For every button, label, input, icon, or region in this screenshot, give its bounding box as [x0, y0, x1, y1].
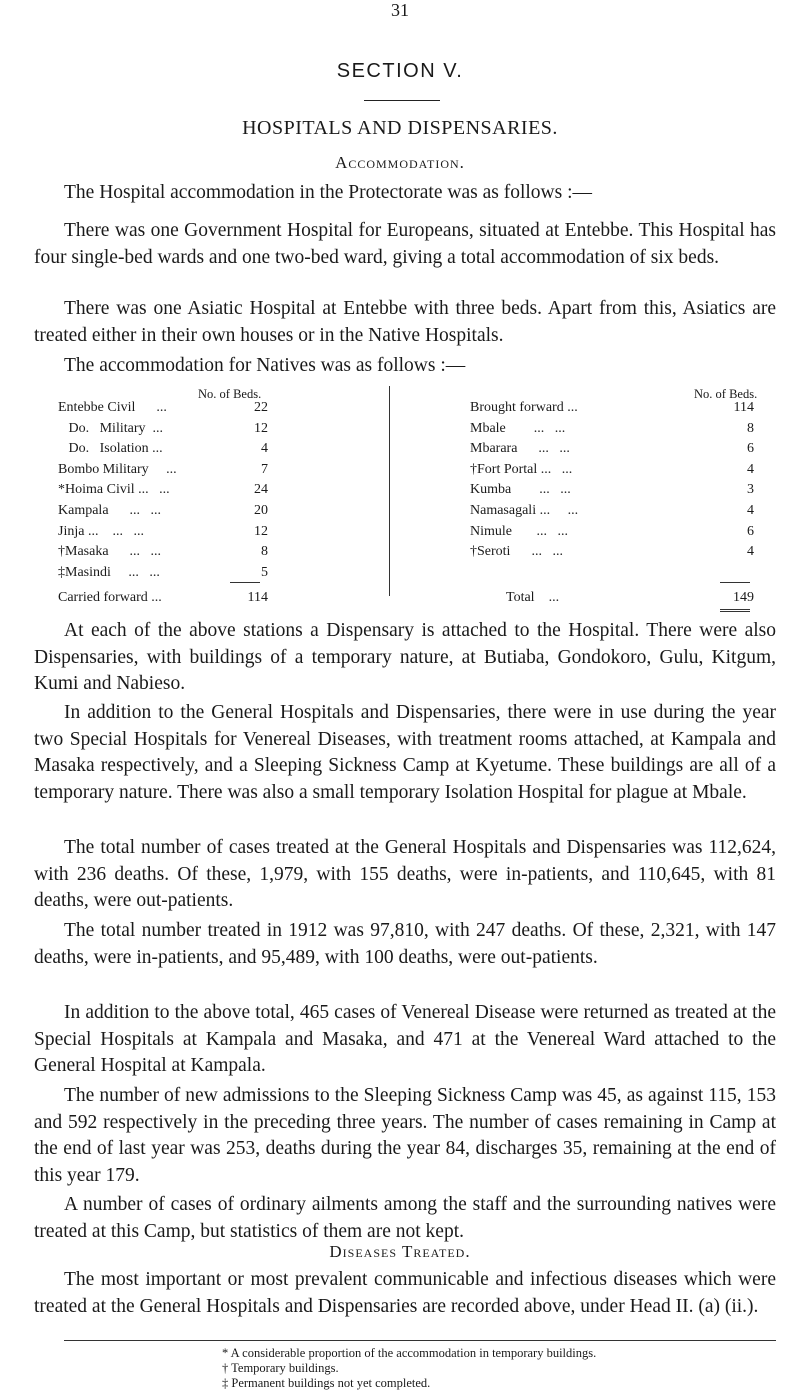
- table-row: [470, 482, 776, 502]
- bed-count: 4: [747, 544, 754, 560]
- table-row: [58, 462, 358, 482]
- bed-count: 6: [747, 523, 754, 539]
- station-name: Entebbe Civil ...: [58, 400, 167, 415]
- table-row: [58, 544, 358, 564]
- paragraph-asiatic-hospital: There was one Asiatic Hospital at Entebbe with three beds. Apart from this, Asiatics are treated either in their own houses or in the Native Hospitals.: [34, 298, 776, 346]
- bed-count: 20: [254, 503, 268, 518]
- station-name: Do. Isolation ...: [58, 441, 163, 457]
- table-row: [470, 441, 776, 461]
- bed-count: 4: [261, 441, 268, 457]
- right-total-row: [506, 590, 776, 610]
- page-title: HOSPITALS AND DISPENSARIES.: [242, 117, 558, 139]
- bed-count: 6: [747, 441, 754, 457]
- bed-count: 8: [261, 544, 268, 560]
- table-divider: [389, 386, 390, 596]
- bed-count: 114: [733, 400, 754, 415]
- station-name: Kampala ... ...: [58, 503, 162, 518]
- footnote: ‡ Permanent buildings not yet completed.: [222, 1376, 431, 1390]
- bed-count: 8: [747, 420, 754, 436]
- table-row: [58, 503, 358, 523]
- total-double-rule: [720, 609, 750, 612]
- table-row: [470, 421, 776, 441]
- left-total-row: [58, 590, 358, 610]
- bed-count: 12: [254, 523, 268, 539]
- bed-count: 4: [747, 503, 754, 518]
- table-row: [58, 421, 358, 441]
- subtitle-accommodation: Accommodation.: [335, 153, 465, 172]
- station-name: Do. Military ...: [58, 420, 163, 436]
- paragraph-diseases: The most important or most prevalent communicable and infectious diseases which were treated at the General Hospitals and Dispensaries are recorded above, under Head II. (a) (ii.).: [34, 1269, 776, 1317]
- footnote: † Temporary buildings.: [222, 1361, 339, 1375]
- left-column-header: No. of Beds.: [198, 387, 262, 401]
- paragraph-sleeping-sickness: The number of new admissions to the Sleeping Sickness Camp was 45, as against 115, 153 and 592 respectively in the preceding three years. The number of cases remaining in Camp at the end of last year was 253, deaths during the year 84, discharges 35, remaining at the end of this year 179.: [34, 1085, 776, 1186]
- total-label: Total ...: [506, 590, 560, 605]
- section-heading: SECTION V.: [336, 60, 464, 82]
- table-row: [470, 400, 776, 420]
- station-name: Mbale ... ...: [470, 420, 566, 436]
- station-name: †Fort Portal ... ...: [470, 461, 573, 477]
- right-column-header: No. of Beds.: [694, 387, 758, 401]
- station-name: Kumba ... ...: [470, 482, 571, 498]
- bed-count: 12: [254, 420, 268, 436]
- carried-forward-label: Carried forward ...: [58, 590, 162, 605]
- left-sum-line: [230, 582, 260, 583]
- paragraph-intro: The Hospital accommodation in the Protectorate was as follows :—: [64, 182, 592, 203]
- table-row: [58, 524, 358, 544]
- station-name: *Hoima Civil ... ...: [58, 482, 170, 498]
- station-name: Namasagali ... ...: [470, 503, 579, 518]
- station-name: Brought forward ...: [470, 400, 578, 415]
- paragraph-staff-ailments: A number of cases of ordinary ailments among the staff and the surrounding natives were treated at this Camp, but statistics of them are not kept.: [34, 1194, 776, 1242]
- station-name: Nimule ... ...: [470, 523, 568, 539]
- bed-count: 24: [254, 482, 268, 498]
- footnote-rule: [64, 1340, 776, 1341]
- station-name: †Masaka ... ...: [58, 544, 162, 560]
- table-row: [470, 544, 776, 564]
- table-row: [58, 482, 358, 502]
- station-name: ‡Masindi ... ...: [58, 564, 160, 580]
- table-row: [470, 503, 776, 523]
- bed-count: 5: [261, 564, 268, 580]
- paragraph-natives-intro: The accommodation for Natives was as follows :—: [64, 355, 466, 376]
- table-row: [470, 524, 776, 544]
- diseases-treated-heading: Diseases Treated.: [329, 1242, 471, 1261]
- paragraph-venereal-cases: In addition to the above total, 465 cases of Venereal Disease were returned as treated at the Special Hospitals at Kampala and Masaka, and 471 at the Venereal Ward attached to the General Hospital at Kampala.: [34, 1002, 776, 1076]
- station-name: Mbarara ... ...: [470, 441, 570, 457]
- station-name: Bombo Military ...: [58, 461, 177, 477]
- table-row: [58, 565, 358, 585]
- bed-count: 4: [747, 461, 754, 477]
- paragraph-dispensaries: At each of the above stations a Dispensary is attached to the Hospital. There were also Dispensaries, with buildings of a temporary nature, at Butiaba, Gondokoro, Gulu, Kitgum, Kumi and Nabieso.: [34, 620, 776, 694]
- heading-rule: [364, 100, 440, 101]
- bed-count: 7: [261, 461, 268, 477]
- paragraph-1912-cases: The total number treated in 1912 was 97,810, with 247 deaths. Of these, 2,321, with 147 deaths, were in-patients, and 95,489, with 100 deaths, were out-patients.: [34, 920, 776, 968]
- footnote: * A considerable proportion of the accommodation in temporary buildings.: [222, 1346, 597, 1360]
- table-row: [58, 441, 358, 461]
- station-name: Jinja ... ... ...: [58, 523, 144, 539]
- table-row: [470, 462, 776, 482]
- paragraph-total-cases: The total number of cases treated at the General Hospitals and Dispensaries was 112,624, with 236 deaths. Of these, 1,979, with 155 deaths, were in-patients, and 110,645, with 81 deaths, were out-patients.: [34, 837, 776, 911]
- paragraph-european-hospital: There was one Government Hospital for Europeans, situated at Entebbe. This Hospital has four single-bed wards and one two-bed ward, giving a total accommodation of six beds.: [34, 220, 776, 268]
- total-value: 149: [733, 590, 754, 605]
- right-sum-line: [720, 582, 750, 583]
- carried-forward-value: 114: [247, 590, 268, 605]
- station-name: †Seroti ... ...: [470, 544, 563, 560]
- page-number: 31: [391, 0, 409, 20]
- bed-count: 22: [254, 400, 268, 415]
- paragraph-special-hospitals: In addition to the General Hospitals and Dispensaries, there were in use during the year two Special Hospitals for Venereal Diseases, with treatment rooms attached, at Kampala and Masaka respectively, and a Sleeping Sickness Camp at Kyetume. These buildings are all of a temporary nature. There was also a small temporary Isolation Hospital for plague at Mbale.: [34, 702, 776, 803]
- bed-count: 3: [747, 482, 754, 498]
- table-row: [58, 400, 358, 420]
